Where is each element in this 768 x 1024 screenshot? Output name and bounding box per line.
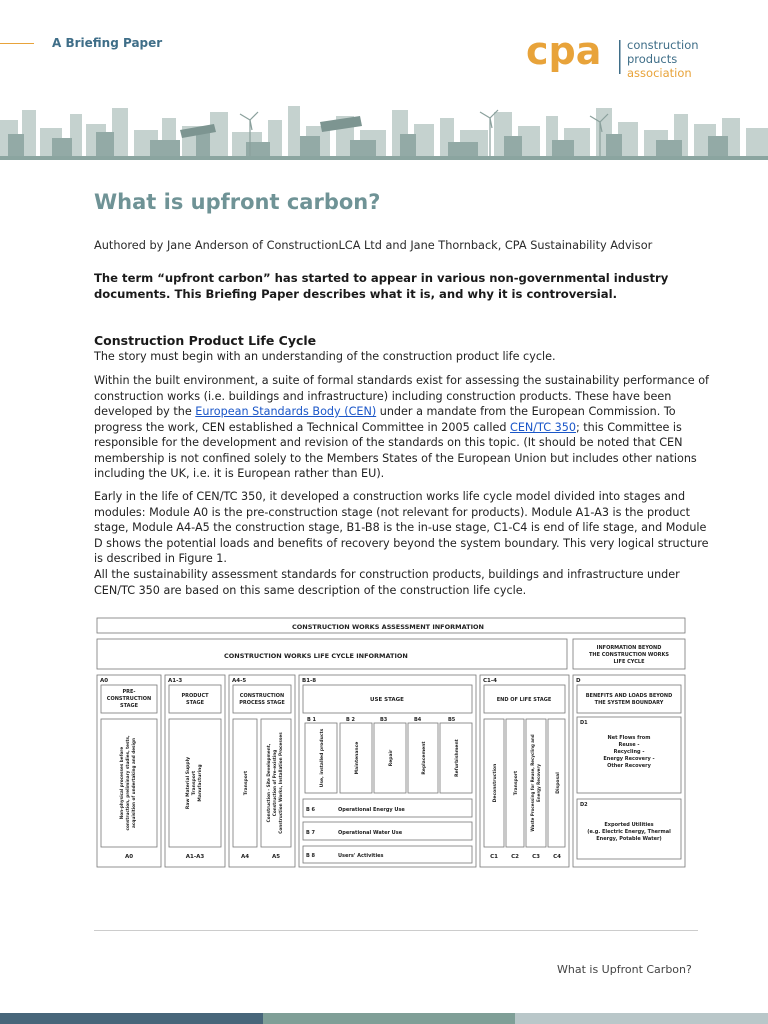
fig-b6-label: Operational Energy Use [338, 807, 405, 813]
fig-c-title: END OF LIFE STAGE [496, 697, 552, 703]
fig-d-code: D [576, 678, 581, 684]
fig-a45-code: A4-5 [232, 678, 247, 684]
fig-b5-v: Refurbishment [455, 739, 460, 777]
paragraph-3: Early in the life of CEN/TC 350, it developed a construction works life cycle model divided into stages and modules: Module A0 is the pre-construction stage (not relevant for products). Module A1-A3 is the product stage, Module A4-A5 the construction stage, B1-B8 is the in-use stage, C1-C4 is end of life stage, and Module D shows the potential loads and benefits of recovery beyond the system boundary. This very logical structure is described in Figure 1. [94, 490, 709, 565]
fig-top-title: CONSTRUCTION WORKS ASSESSMENT INFORMATION [292, 623, 484, 631]
fig-a0-foot: A0 [124, 854, 134, 860]
fig-a0-v1: Non-physical processes before [119, 746, 124, 820]
fig-b2: B 2 [346, 717, 356, 723]
fig-a13-v2: Transport [192, 770, 197, 796]
fig-a45-t2: PROCESS STAGE [239, 700, 285, 706]
cen-link[interactable]: European Standards Body (CEN) [195, 405, 377, 418]
cpa-logo[interactable] [526, 34, 726, 80]
fig-b5: B5 [448, 717, 456, 723]
fig-d2: D2 [580, 802, 588, 808]
fig-b3-v: Repair [389, 749, 394, 767]
fig-a45-t1: CONSTRUCTION [239, 693, 285, 699]
footer-title: What is Upfront Carbon? [557, 963, 692, 976]
footer-bar-gray [515, 1013, 768, 1024]
section-heading: Construction Product Life Cycle [94, 333, 317, 348]
fig-d1-l5: Other Recovery [607, 763, 651, 769]
banner-base-rule [0, 156, 768, 160]
fig-a0-t1: PRE- [122, 689, 136, 695]
fig-b6: B 6 [306, 807, 316, 813]
paragraph-2-text-a: Within the built environment, a suite of formal standards exist for assessing the sustainability performance of construction works (i.e. buildings and infrastructure) including construction products. These have been developed by the [94, 374, 709, 418]
fig-a5-v2: Construction of Pre-existing [272, 749, 277, 817]
fig-a13-v3: Manufacturing [198, 764, 203, 802]
fig-b1: B 1 [307, 717, 317, 723]
fig-a0-code: A0 [100, 678, 109, 684]
cen-tc-350-link[interactable]: CEN/TC 350 [510, 420, 576, 434]
fig-a5-v1: Construction - Site Development, [266, 743, 271, 823]
fig-a4-foot: A4 [240, 854, 250, 860]
fig-c4-foot: C4 [553, 854, 561, 860]
fig-c3-v2: Energy Recovery [536, 764, 541, 802]
fig-a13-t1: PRODUCT [181, 693, 209, 699]
fig-a5-v3: Construction Works, Installation Processes [278, 732, 283, 834]
fig-c1-v: Deconstruction [493, 763, 498, 803]
lead-paragraph: The term “upfront carbon” has started to appear in various non-governmental industry documents. This Briefing Paper describes what it is, and why it is controversial. [94, 271, 669, 301]
fig-a0-t2: CONSTRUCTION [106, 696, 152, 702]
fig-d1-l2: Reuse - [618, 742, 640, 748]
b-column [299, 675, 476, 867]
fig-b8: B 8 [306, 853, 316, 859]
fig-b8-label: Users' Activities [338, 853, 384, 859]
footer-bar-blue [0, 1013, 263, 1024]
fig-b3: B3 [380, 717, 388, 723]
fig-c3-foot: C3 [532, 854, 540, 860]
fig-a0-v2: construction, preliminary studies, tests, [125, 735, 130, 831]
briefing-label: A Briefing Paper [52, 36, 163, 50]
fig-d1-l4: Energy Recovery - [603, 756, 655, 762]
fig-b-code: B1-8 [302, 678, 317, 684]
life-cycle-figure [96, 617, 686, 869]
header-rule [0, 43, 34, 44]
paragraph-4: All the sustainability assessment standards for construction products, buildings and infrastructure under CEN/TC 350 are based on this same description of the construction life cycle. [94, 568, 680, 597]
fig-c4-v: Disposal [556, 772, 561, 794]
footer-bar-green [263, 1013, 515, 1024]
fig-a5-foot: A5 [271, 854, 281, 860]
fig-d2-l1: Exported Utilities [604, 822, 654, 828]
fig-d1: D1 [580, 720, 588, 726]
page-title: What is upfront carbon? [94, 190, 381, 214]
fig-beyond-2: THE CONSTRUCTION WORKS [589, 652, 669, 658]
paragraph-2-text-b: under a mandate from the European Commission. To progress the work, CEN established a Technical Committee in 2005 called [94, 405, 676, 434]
logo-line2: products [627, 52, 678, 66]
fig-a13-foot: A1-A3 [185, 854, 205, 860]
paragraph-2 [94, 373, 714, 482]
fig-d2-l3: Energy, Potable Water) [596, 836, 662, 842]
fig-c-code: C1-4 [483, 678, 497, 684]
fig-a13-t2: STAGE [185, 700, 205, 706]
fig-lc-title: CONSTRUCTION WORKS LIFE CYCLE INFORMATION [224, 652, 408, 660]
logo-mark: cpa [526, 34, 602, 73]
fig-b7-label: Operational Water Use [338, 830, 403, 836]
fig-c2-foot: C2 [511, 854, 519, 860]
fig-a13-v1: Raw Material Supply [186, 756, 191, 810]
paragraph-1: The story must begin with an understanding of the construction product life cycle. [94, 350, 556, 363]
fig-b1-v: Use, installed products [320, 728, 325, 788]
fig-c2-v: Transport [514, 770, 519, 796]
fig-d1-l1: Net Flows from [607, 735, 651, 741]
footer-rule [94, 930, 698, 931]
fig-b4: B4 [414, 717, 422, 723]
logo-divider [619, 40, 621, 74]
logo-line3: association [627, 66, 692, 80]
fig-b2-v: Maintenance [355, 741, 360, 775]
logo-line1: construction [627, 38, 699, 52]
authors-line: Authored by Jane Anderson of ConstructionLCA Ltd and Jane Thornback, CPA Sustainability Advisor [94, 239, 653, 252]
fig-a4-v: Transport [244, 770, 249, 796]
fig-b-title: USE STAGE [370, 697, 404, 703]
fig-d2-l2: (e.g. Electric Energy, Thermal [587, 829, 671, 835]
fig-b4-v: Replacement [422, 741, 427, 775]
city-skyline-banner [0, 100, 768, 158]
fig-beyond-3: LIFE CYCLE [613, 659, 645, 665]
fig-b7: B 7 [306, 830, 316, 836]
fig-c3-v1: Waste Processing for Reuse, Recycling and [530, 734, 535, 832]
paragraph-2-text-c: ; this Committee is responsible for the development and revision of the standards on this topic. (It should be noted that CEN membership is not confined solely to the Members States of the European Union but includes other nations including the UK, i.e. it is European rather than EU). [94, 420, 697, 480]
fig-a0-t3: STAGE [119, 703, 139, 709]
fig-d-t2: THE SYSTEM BOUNDARY [594, 700, 664, 706]
fig-c1-foot: C1 [490, 854, 498, 860]
fig-a0-v3: acquisition of undertaking and design [131, 738, 136, 828]
fig-beyond-1: INFORMATION BEYOND [596, 645, 662, 651]
fig-d1-l3: Recycling - [613, 749, 645, 755]
fig-a13-code: A1-3 [168, 678, 183, 684]
fig-d-t1: BENEFITS AND LOADS BEYOND [585, 693, 673, 699]
